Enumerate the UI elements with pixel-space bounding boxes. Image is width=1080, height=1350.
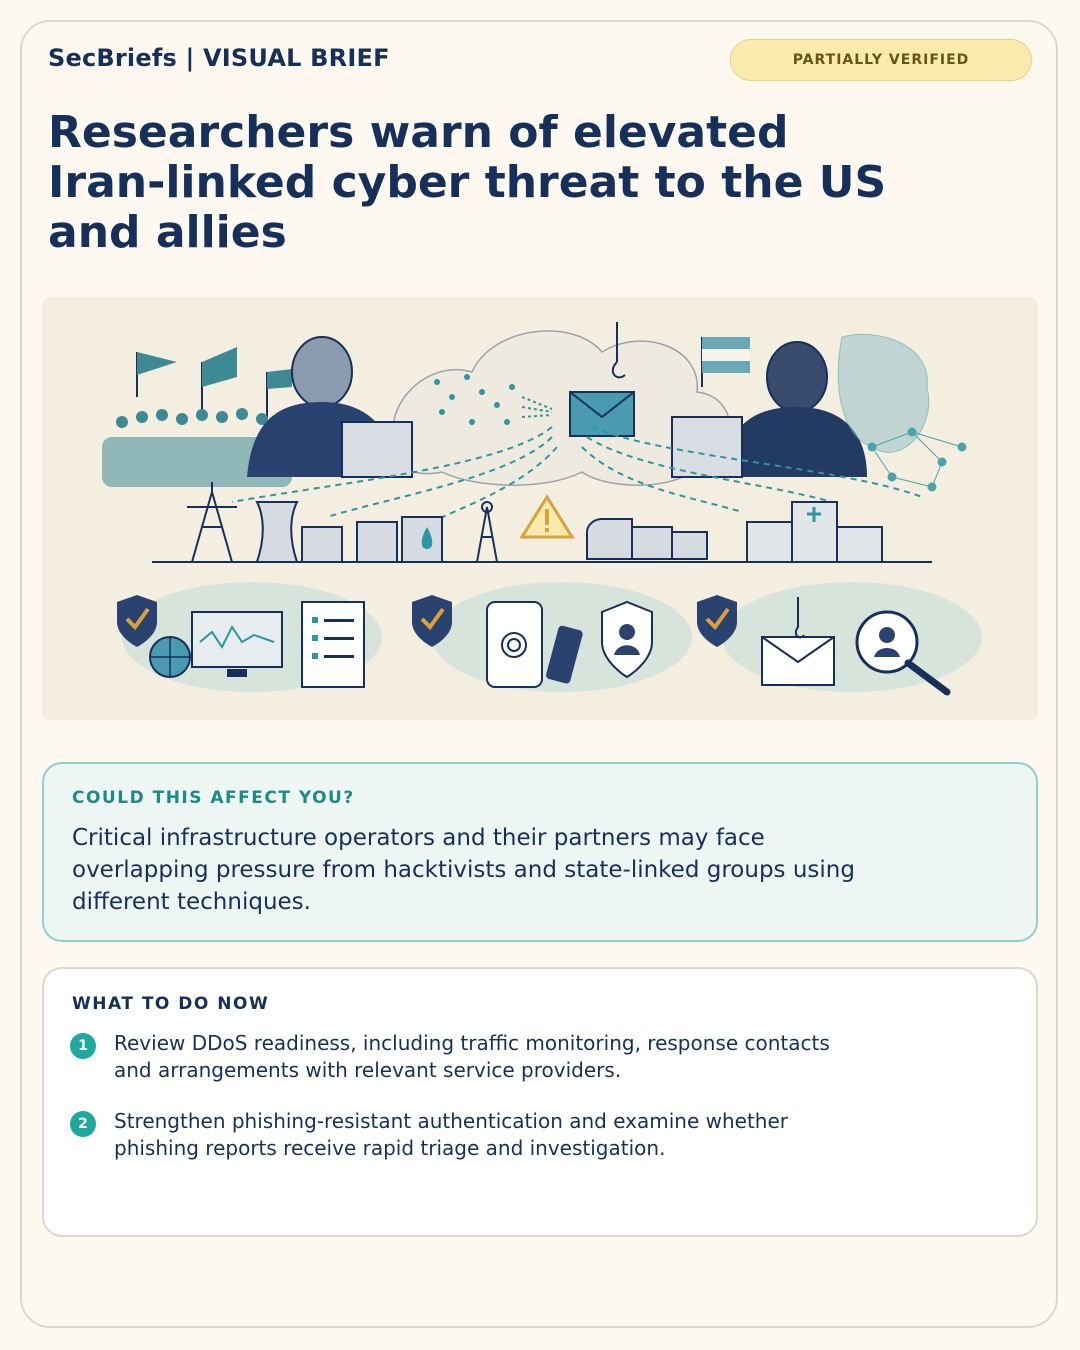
hero-illustration [42,297,1038,720]
affect-description: Critical infrastructure operators and their partners may face overlapping pressure from hacktivists and state-linked groups using different techniques. [72,825,855,915]
step-text: Strengthen phishing-resistant authentication and examine whether phishing reports receive rapid triage and investigation. [114,1109,789,1160]
todo-panel [42,967,1038,1237]
step-number: 2 [70,1111,96,1137]
headline: Researchers warn of elevated Iran-linked cyber threat to the US and allies [48,107,887,258]
defense-row [117,582,982,692]
affect-heading: COULD THIS AFFECT YOU? [72,788,355,808]
water-drop-icon [357,517,442,562]
fingerprint-phone-icon [487,602,542,687]
globe-icon [150,637,190,677]
status-badge: PARTIALLY VERIFIED [730,39,1032,81]
affect-panel [42,762,1038,942]
train-icon [587,519,707,559]
infrastructure-skyline [152,482,932,562]
power-tower-icon [187,482,237,562]
flag-icon [702,337,750,387]
nuclear-plant-icon [257,502,342,562]
monitor-icon [192,612,282,677]
checklist-icon [302,602,364,687]
step-number: 1 [70,1033,96,1059]
brand-title: SecBriefs | VISUAL BRIEF [48,44,390,72]
warning-icon [522,497,572,537]
antenna-icon [477,502,497,562]
step-text: Review DDoS readiness, including traffic monitoring, response contacts and arrangements with relevant service providers. [114,1031,830,1082]
hacker-figure-left [247,337,412,477]
todo-heading: WHAT TO DO NOW [72,994,270,1014]
hospital-icon [747,502,882,562]
